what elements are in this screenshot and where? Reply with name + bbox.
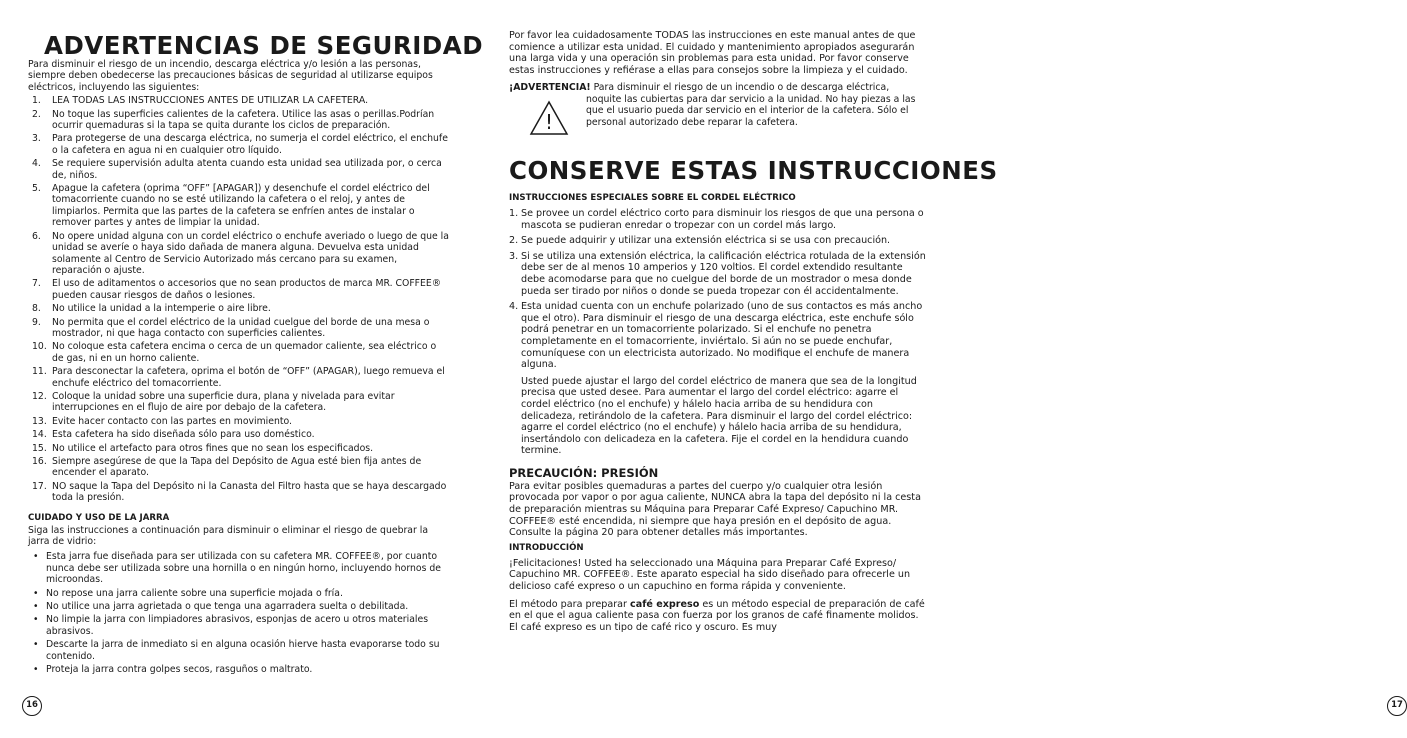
list-item bbox=[509, 301, 926, 371]
warning-triangle-icon bbox=[529, 100, 569, 136]
item-text: Se provee un cordel eléctrico corto para disminuir los riesgos de que una persona o mascota se pudieran enredar o tropezar con un cordel más largo. bbox=[521, 208, 924, 231]
item-number: 4. bbox=[509, 301, 519, 313]
safety-title: ADVERTENCIAS DE SEGURIDAD bbox=[44, 31, 484, 60]
item-text: Evite hacer contacto con las partes en movimiento. bbox=[52, 415, 292, 427]
warning-block bbox=[509, 82, 926, 135]
safety-intro: Para disminuir el riesgo de un incendio, descarga eléctrica y/o lesión a las personas, siempre deben obedecerse las precauciones básicas de seguridad al utilizarse equipos eléctricos, incluyendo las siguientes: bbox=[28, 59, 433, 93]
item-number: 16. bbox=[32, 456, 47, 467]
item-text: Proteja la jarra contra golpes secos, rasguños o maltrato. bbox=[46, 664, 313, 676]
warning-label: ¡ADVERTENCIA! bbox=[509, 82, 591, 94]
list-item bbox=[28, 133, 449, 156]
jarra-intro: Siga las instrucciones a continuación para disminuir o eliminar el riesgo de quebrar la jarra de vidrio: bbox=[28, 524, 429, 548]
list-item bbox=[28, 429, 449, 440]
item-number: 15. bbox=[32, 442, 47, 454]
item-text: No utilice una jarra agrietada o que tenga una agarradera suelta o debilitada. bbox=[46, 601, 409, 613]
item-text: No limpie la jarra con limpiadores abrasivos, esponjas de acero u otros materiales abrasivos. bbox=[46, 614, 429, 637]
bullet-glyph: • bbox=[33, 551, 39, 563]
safety-list bbox=[28, 95, 449, 503]
list-item bbox=[28, 391, 449, 414]
warning-text-first: Para disminuir el riesgo de un incendio o de descarga eléctrica, bbox=[593, 82, 890, 94]
item-text: No opere unidad alguna con un cordel eléctrico o enchufe averiado o luego de que la unidad se averíe o haya sido dañada de manera alguna. Devuelva esta unidad solamente al Centro de Servicio Autorizado más cercano para su examen, reparación o ajuste. bbox=[52, 230, 449, 276]
item-number: 4. bbox=[32, 158, 41, 170]
item-number: 2. bbox=[32, 108, 41, 120]
list-item bbox=[509, 251, 926, 297]
page-number-right: 17 bbox=[1387, 696, 1407, 716]
list-item bbox=[28, 664, 449, 675]
cordel-heading: INSTRUCCIONES ESPECIALES SOBRE EL CORDEL ELÉCTRICO bbox=[509, 193, 796, 203]
list-item bbox=[28, 231, 449, 277]
jarra-heading: CUIDADO Y USO DE LA JARRA bbox=[28, 512, 170, 523]
list-item bbox=[28, 601, 449, 612]
item-number: 8. bbox=[32, 303, 41, 315]
item-text: Para protegerse de una descarga eléctrica, no sumerja el cordel eléctrico, el enchufe o la cafetera en agua ni en cualquier otro líquido. bbox=[52, 133, 448, 156]
item-text: LEA TODAS LAS INSTRUCCIONES ANTES DE UTILIZAR LA CAFETERA. bbox=[52, 95, 369, 107]
introduccion-text-1: ¡Felicitaciones! Usted ha seleccionado una Máquina para Preparar Café Expreso/ Capuchino MR. COFFEE®. Este aparato especial ha sido diseñado para ofrecerle un delicioso café expreso o un capuchino en forma rápida y conveniente. bbox=[509, 557, 911, 593]
warning-text-rest: noquite las cubiertas para dar servicio a la unidad. No hay piezas a las que el usuario pueda dar servicio en el interior de la cafetera. Sólo el personal autorizado debe reparar la cafetera. bbox=[586, 93, 916, 128]
item-number: 14. bbox=[32, 429, 47, 441]
item-number: 6. bbox=[32, 230, 41, 242]
item-number: 11. bbox=[32, 366, 47, 378]
list-item bbox=[28, 95, 449, 106]
item-text: No utilice la unidad a la intemperie o aire libre. bbox=[52, 303, 271, 315]
item-number: 17. bbox=[32, 480, 47, 492]
list-item bbox=[28, 303, 449, 314]
list-item bbox=[28, 481, 449, 504]
list-item bbox=[28, 456, 449, 479]
item-number: 5. bbox=[32, 183, 41, 195]
list-item bbox=[28, 366, 449, 389]
item-text: NO saque la Tapa del Depósito ni la Canasta del Filtro hasta que se haya descargado toda la presión. bbox=[52, 480, 447, 504]
list-item bbox=[28, 416, 449, 427]
bullet-glyph: • bbox=[33, 639, 39, 651]
item-number: 3. bbox=[32, 133, 41, 145]
list-item bbox=[28, 551, 449, 585]
list-item bbox=[28, 317, 449, 340]
item-number: 1. bbox=[32, 95, 41, 107]
item-text: Coloque la unidad sobre una superficie dura, plana y nivelada para evitar interrupciones en el flujo de aire por debajo de la cafetera. bbox=[52, 390, 395, 414]
item-text: Para desconectar la cafetera, oprima el botón de “OFF” (APAGAR), luego remueva el enchufe eléctrico del tomacorriente. bbox=[52, 366, 445, 389]
list-item bbox=[28, 158, 449, 181]
list-item bbox=[28, 278, 449, 301]
item-text: No repose una jarra caliente sobre una superficie mojada o fría. bbox=[46, 587, 343, 599]
item-text: Descarte la jarra de inmediato si en alguna ocasión hierve hasta evaporarse todo su contenido. bbox=[46, 639, 440, 662]
jarra-list bbox=[28, 551, 449, 675]
item-text: Si se utiliza una extensión eléctrica, la calificación eléctrica rotulada de la extensión debe ser de al menos 10 amperios y 120 voltios. El cordel extendido resultante debe acomodarse para que no cuelgue del borde de un mostrador o mesa donde pueda ser tirado por niños o donde se pueda tropezar con él accidentalmente. bbox=[521, 250, 926, 297]
list-item bbox=[28, 639, 449, 662]
item-number: 3. bbox=[509, 250, 519, 262]
warning-glyph: ! bbox=[544, 110, 554, 135]
cordel-list bbox=[509, 208, 926, 371]
list-item bbox=[28, 588, 449, 599]
list-item bbox=[509, 235, 926, 247]
item-text: No coloque esta cafetera encima o cerca de un quemador caliente, sea eléctrico o de gas, ni en un horno caliente. bbox=[52, 341, 437, 364]
list-item bbox=[28, 183, 449, 229]
item-text: Esta unidad cuenta con un enchufe polarizado (uno de sus contactos es más ancho que el otro). Para disminuir el riesgo de una descarga eléctrica, este enchufe sólo podrá penetrar en un tomacorriente polarizado. Si el enchufe no penetra completamente en el tomacorriente, inviértalo. Si aún no se puede enchufar, comuníquese con un electricista autorizado. No modifique el enchufe de manera alguna. bbox=[521, 301, 923, 371]
bullet-glyph: • bbox=[33, 587, 39, 599]
item-text: Se requiere supervisión adulta atenta cuando esta unidad sea utilizada por, o cerca de, niños. bbox=[52, 158, 442, 181]
list-item bbox=[509, 208, 926, 231]
manual-intro: Por favor lea cuidadosamente TODAS las instrucciones en este manual antes de que comience a utilizar esta unidad. El cuidado y mantenimiento apropiados asegurarán una larga vida y una operación sin problemas para esta unidad. Por favor conserve estas instrucciones y refiérase a ellas para consejos sobre la limpieza y el cuidado. bbox=[509, 30, 916, 76]
presion-heading: PRECAUCIÓN: PRESIÓN bbox=[509, 465, 659, 480]
item-text: No utilice el artefacto para otros fines que no sean los especificados. bbox=[52, 442, 374, 454]
item-text: Esta jarra fue diseñada para ser utilizada con su cafetera MR. COFFEE®, por cuanto nunca debe ser utilizada sobre una hornilla o en ningún horno, incluyendo hornos de microondas. bbox=[46, 551, 441, 586]
cordel-extra: Usted puede ajustar el largo del cordel eléctrico de manera que sea de la longitud precisa que usted desee. Para aumentar el largo del cordel eléctrico: agarre el cordel eléctrico (no el enchufe) y hálelo hacia arriba de su hendidura con delicadeza, retirándolo de la cafetera. Para disminuir el largo del cordel eléctrico: agarre el cordel eléctrico (no el enchufe) y hálelo hacia arriba de su hendidura, insertándolo con delicadeza en la cafetera. Fije el cordel en la hendidura cuando termine. bbox=[521, 375, 917, 457]
item-text: Siempre asegúrese de que la Tapa del Depósito de Agua esté bien fija antes de encender el aparato. bbox=[52, 456, 422, 479]
introduccion-text-2: El método para preparar café expreso es un método especial de preparación de café en el que el agua caliente pasa con fuerza por los granos de café finamente molidos. El café expreso es un tipo de café rico y oscuro. Es muy bbox=[509, 598, 925, 633]
cafe-expreso-bold: café expreso bbox=[630, 598, 700, 610]
item-number: 13. bbox=[32, 415, 47, 427]
bullet-glyph: • bbox=[33, 664, 39, 676]
page-number-left: 16 bbox=[22, 696, 42, 716]
bullet-glyph: • bbox=[33, 614, 39, 626]
list-item bbox=[28, 109, 449, 132]
item-text: Apague la cafetera (oprima “OFF” [APAGAR]) y desenchufe el cordel eléctrico del tomacorriente cuando no se esté utilizando la cafetera o el reloj, y antes de limpiarlos. Permita que las partes de la cafetera se enfríen antes de instalar o remover partes y antes de limpiar la unidad. bbox=[52, 183, 430, 229]
bullet-glyph: • bbox=[33, 601, 39, 613]
item-number: 12. bbox=[32, 390, 47, 402]
list-item bbox=[28, 341, 449, 364]
item-text: Se puede adquirir y utilizar una extensión eléctrica si se usa con precaución. bbox=[521, 235, 891, 247]
item-number: 9. bbox=[32, 316, 41, 328]
introduccion-heading: INTRODUCCIÓN bbox=[509, 542, 584, 553]
item-text: No permita que el cordel eléctrico de la unidad cuelgue del borde de una mesa o mostrador, ni que haga contacto con superficies calientes. bbox=[52, 316, 430, 339]
right-page bbox=[477, 0, 1403, 738]
item-number: 1. bbox=[509, 208, 519, 219]
conserve-title: CONSERVE ESTAS INSTRUCCIONES bbox=[509, 156, 998, 185]
presion-text: Para evitar posibles quemaduras a partes del cuerpo y/o cualquier otra lesión provocada por vapor o por agua caliente, NUNCA abra la tapa del depósito ni la cesta de preparación mientras su Máquina para Preparar Café Expreso/ Capuchino MR. COFFEE® esté encendida, ni siempre que haya presión en el depósito de agua. Consulte la página 20 para obtener detalles más importantes. bbox=[509, 480, 921, 539]
item-text: El uso de aditamentos o accesorios que no sean productos de marca MR. COFFEE® pueden causar riesgos de daños o lesiones. bbox=[52, 278, 442, 301]
item-text: No toque las superficies calientes de la cafetera. Utilice las asas o perillas.Podrían ocurrir quemaduras si la tapa se quita durante los ciclos de preparación. bbox=[52, 108, 435, 132]
list-item bbox=[28, 614, 449, 637]
item-number: 7. bbox=[32, 278, 41, 290]
item-number: 10. bbox=[32, 341, 47, 353]
list-item bbox=[28, 443, 449, 454]
item-number: 2. bbox=[509, 235, 519, 247]
item-text: Esta cafetera ha sido diseñada sólo para uso doméstico. bbox=[52, 429, 315, 441]
left-page bbox=[0, 0, 484, 738]
